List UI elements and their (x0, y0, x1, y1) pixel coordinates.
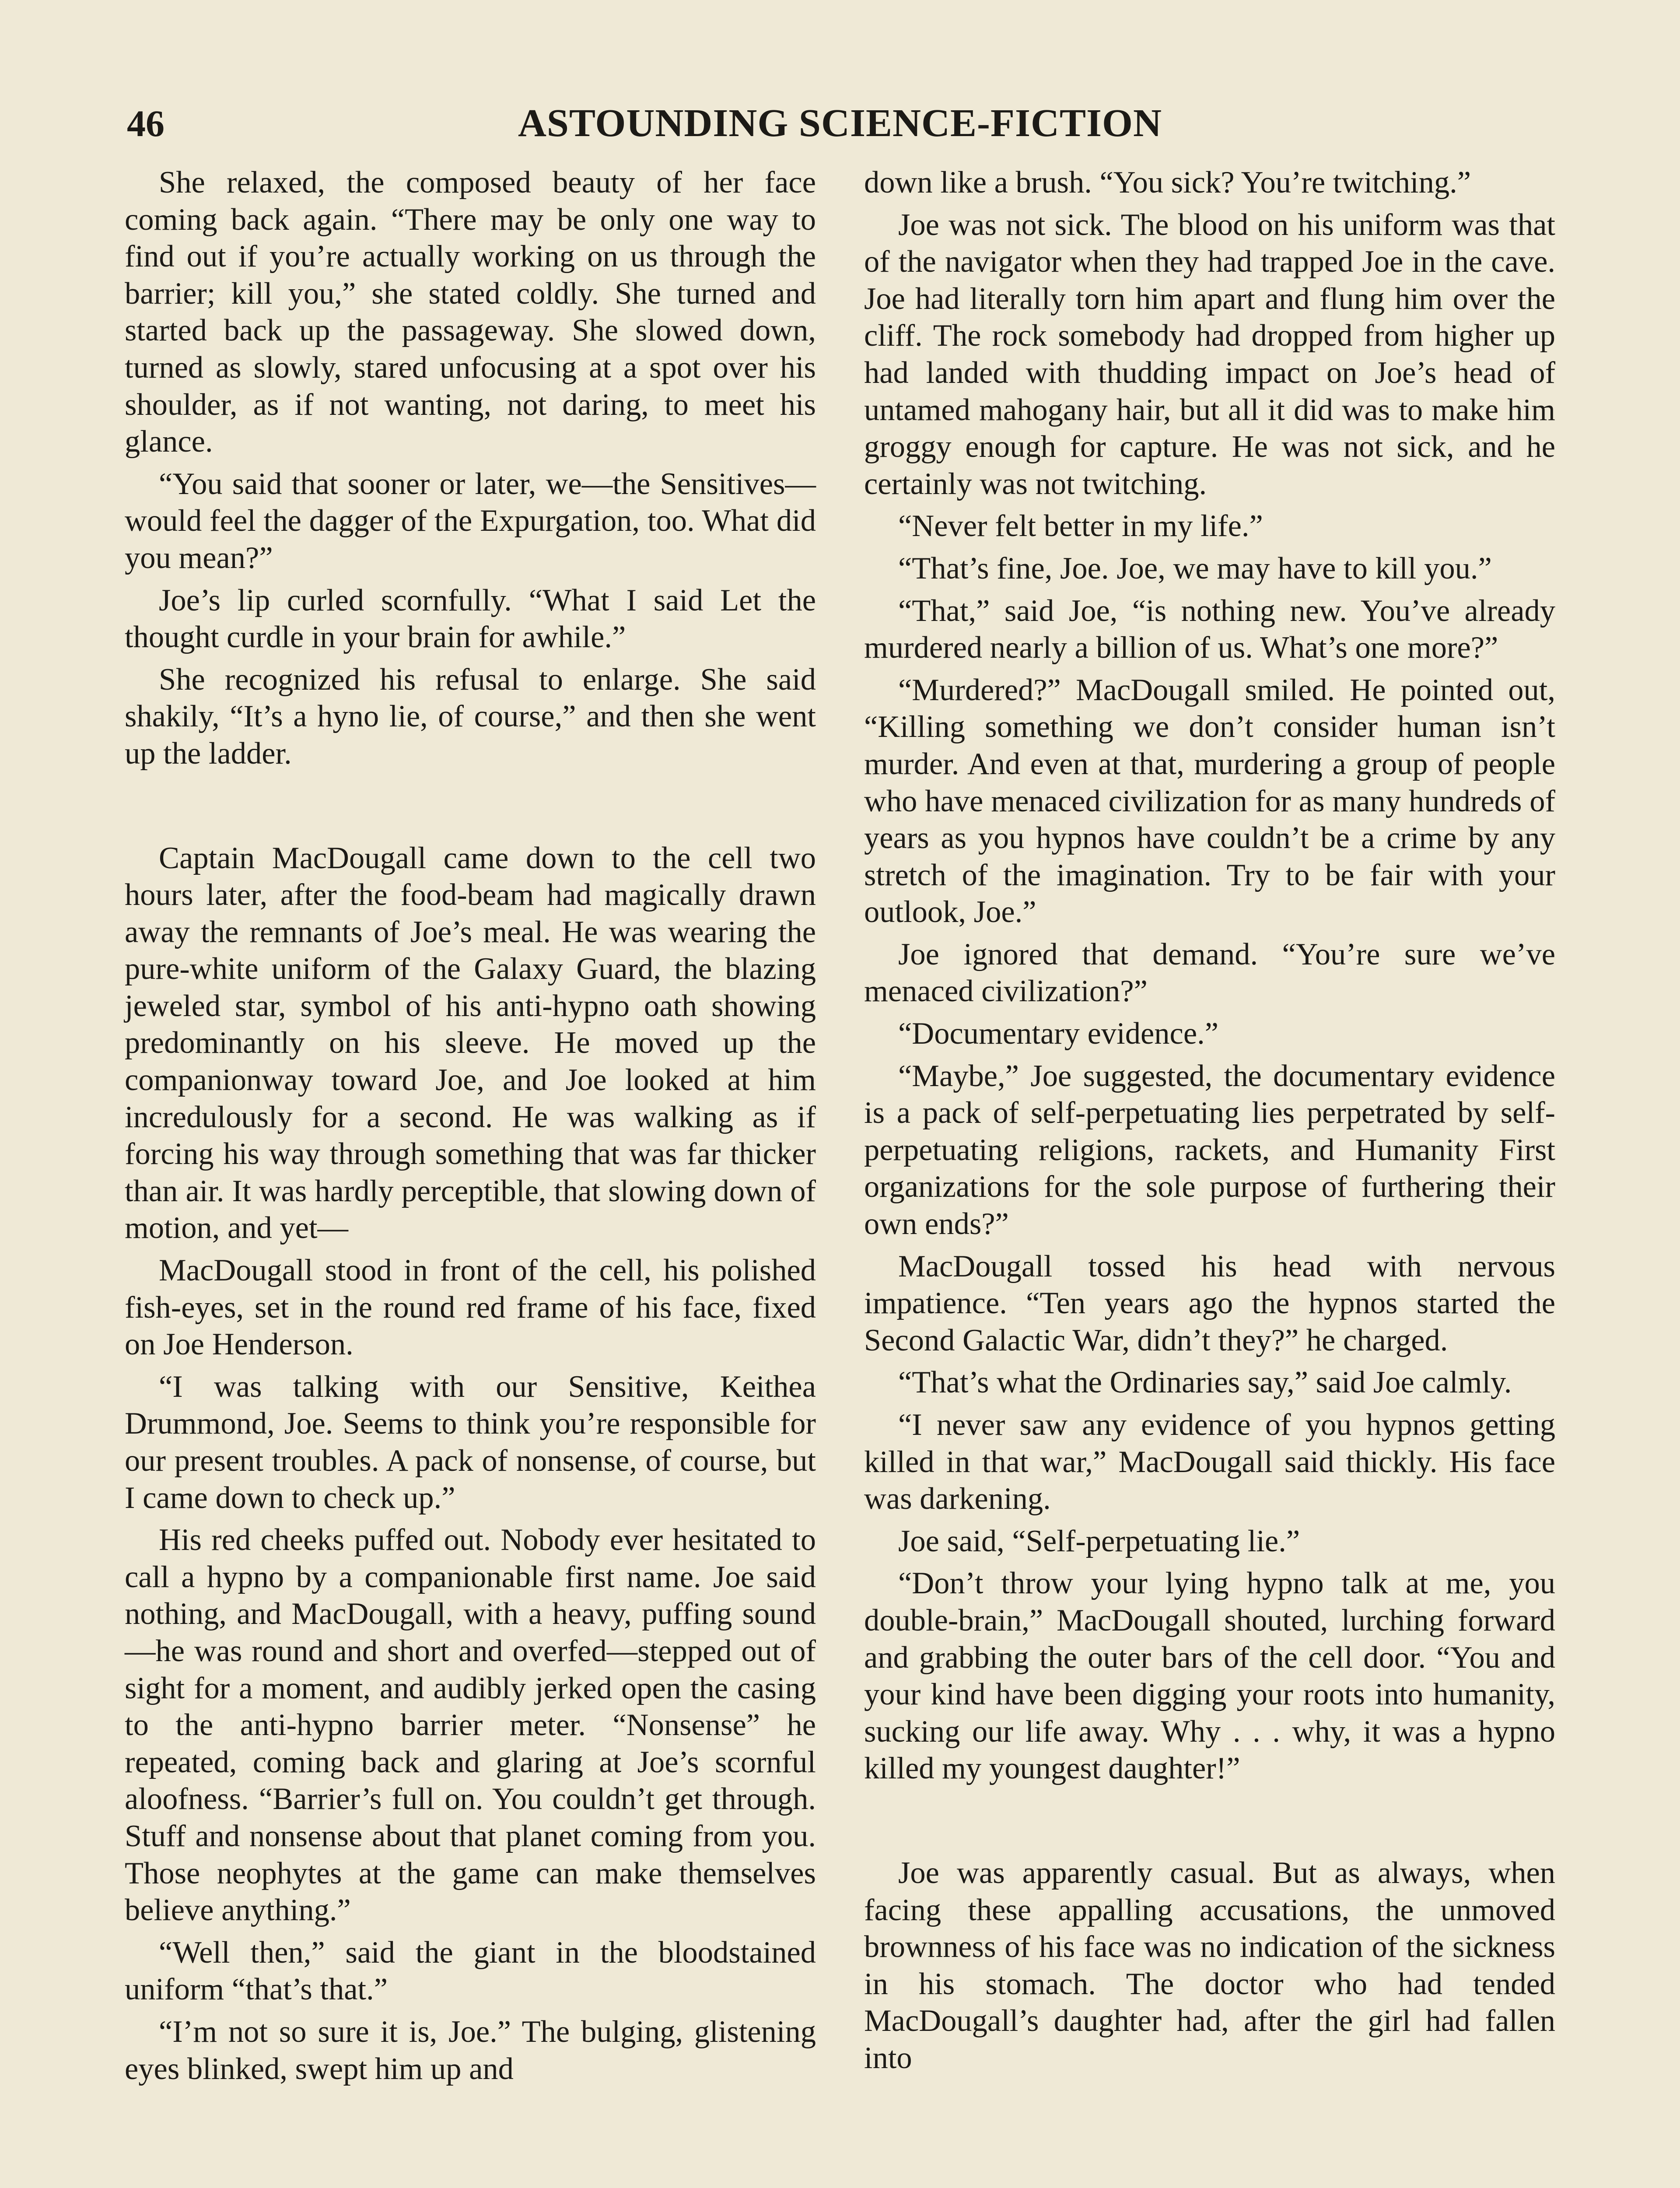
paragraph: She relaxed, the composed beauty of her face coming back again. “There may be only one way to find out if you’re actually working on us through the barrier; kill you,” she stated coldly. She turned and started back up the passageway. She slowed down, turned as slowly, stared unfocusing at a spot over his shoulder, as if not wanting, not daring, to meet his glance. (125, 165, 816, 459)
paragraph: Joe’s lip curled scornfully. “What I said Let the thought curdle in your brain for awhile.” (125, 583, 816, 655)
paragraph: “Don’t throw your lying hypno talk at me, you double-brain,” MacDougall shouted, lurching forward and grabbing the outer bars of the cell door. “You and your kind have been digging your roots into humanity, sucking our life away. Why . . . why, it was a hypno killed my youngest daughter!” (864, 1566, 1555, 1786)
paragraph: Joe ignored that demand. “You’re sure we’ve menaced civilization?” (864, 937, 1555, 1009)
running-title: ASTOUNDING SCIENCE-FICTION (518, 102, 1162, 145)
paragraph: “That’s what the Ordinaries say,” said Joe calmly. (898, 1365, 1512, 1400)
paragraph: “Never felt better in my life.” (898, 509, 1263, 543)
paragraph: “I’m not so sure it is, Joe.” The bulging, glistening eyes blinked, swept him up and (125, 2014, 816, 2086)
paragraph: down like a brush. “You sick? You’re twitching.” (864, 165, 1471, 200)
page-number: 46 (127, 102, 164, 144)
right-column (864, 164, 1555, 2082)
left-column (125, 164, 816, 2093)
paragraph: “Documentary evidence.” (898, 1017, 1219, 1051)
paragraph: “Murdered?” MacDougall smiled. He pointed out, “Killing something we don’t consider human isn’t murder. And even at that, murdering a group of people who have menaced civilization for as many hundreds of years as you hypnos have couldn’t be a crime by any stretch of the imagination. Try to be fair with your outlook, Joe.” (864, 673, 1555, 929)
paragraph: Joe was not sick. The blood on his uniform was that of the navigator when they had trapped Joe in the cave. Joe had literally torn him apart and flung him over the cliff. The rock somebody had dropped from higher up had landed with thudding impact on Joe’s head of untamed mahogany hair, but all it did was to make him groggy enough for capture. He was not sick, and he certainly was not twitching. (864, 207, 1555, 501)
paragraph: MacDougall stood in front of the cell, his polished fish-eyes, set in the round red frame of his face, fixed on Joe Henderson. (125, 1253, 816, 1362)
paragraph: Joe was apparently casual. But as always, when facing these appalling accusations, the unmoved brownness of his face was no indication of the sickness in his stomach. The doctor who had tended MacDougall’s daughter had, after the girl had fallen into (864, 1855, 1555, 2075)
page-header (127, 97, 1553, 150)
paragraph: “That,” said Joe, “is nothing new. You’ve already murdered nearly a billion of us. What’s one more?” (864, 593, 1555, 665)
paragraph: “I was talking with our Sensitive, Keithea Drummond, Joe. Seems to think you’re responsible for our present troubles. A pack of nonsense, of course, but I came down to check up.” (125, 1369, 816, 1515)
paragraph: “That’s fine, Joe. Joe, we may have to kill you.” (898, 551, 1492, 586)
paragraph: “Well then,” said the giant in the bloodstained uniform “that’s that.” (125, 1935, 816, 2007)
paragraph: “Maybe,” Joe suggested, the documentary evidence is a pack of self-perpetuating lies perpetrated by self-perpetuating religions, rackets, and Humanity First organizations for the sole purpose of furthering their own ends?” (864, 1059, 1555, 1241)
paragraph: His red cheeks puffed out. Nobody ever hesitated to call a hypno by a companionable first name. Joe said nothing, and MacDougall, with a heavy, puffing sound—he was round and short and overfed—stepped out of sight for a moment, and audibly jerked open the casing to the anti-hypno barrier meter. “Nonsense” he repeated, coming back and glaring at Joe’s scornful aloofness. “Barrier’s full on. You couldn’t get through. Stuff and nonsense about that planet coming from you. Those neophytes at the game can make themselves believe anything.” (125, 1523, 816, 1928)
paragraph: MacDougall tossed his head with nervous impatience. “Ten years ago the hypnos started the Second Galactic War, didn’t they?” he charged. (864, 1249, 1555, 1357)
paragraph: Captain MacDougall came down to the cell two hours later, after the food-beam had magically drawn away the remnants of Joe’s meal. He was wearing the pure-white uniform of the Galaxy Guard, the blazing jeweled star, symbol of his anti-hypno oath showing predominantly on his sleeve. He moved up the companionway toward Joe, and Joe looked at him incredulously for a second. He was walking as if forcing his way through something that was far thicker than air. It was hardly perceptible, that slowing down of motion, and yet— (125, 841, 816, 1245)
paragraph: She recognized his refusal to enlarge. She said shakily, “It’s a hyno lie, of course,” and then she went up the ladder. (125, 662, 816, 771)
paragraph: “You said that sooner or later, we—the Sensitives—would feel the dagger of the Expurgation, too. What did you mean?” (125, 466, 816, 575)
paragraph: “I never saw any evidence of you hypnos getting killed in that war,” MacDougall said thickly. His face was darkening. (864, 1408, 1555, 1516)
paragraph: Joe said, “Self-perpetuating lie.” (898, 1524, 1300, 1558)
